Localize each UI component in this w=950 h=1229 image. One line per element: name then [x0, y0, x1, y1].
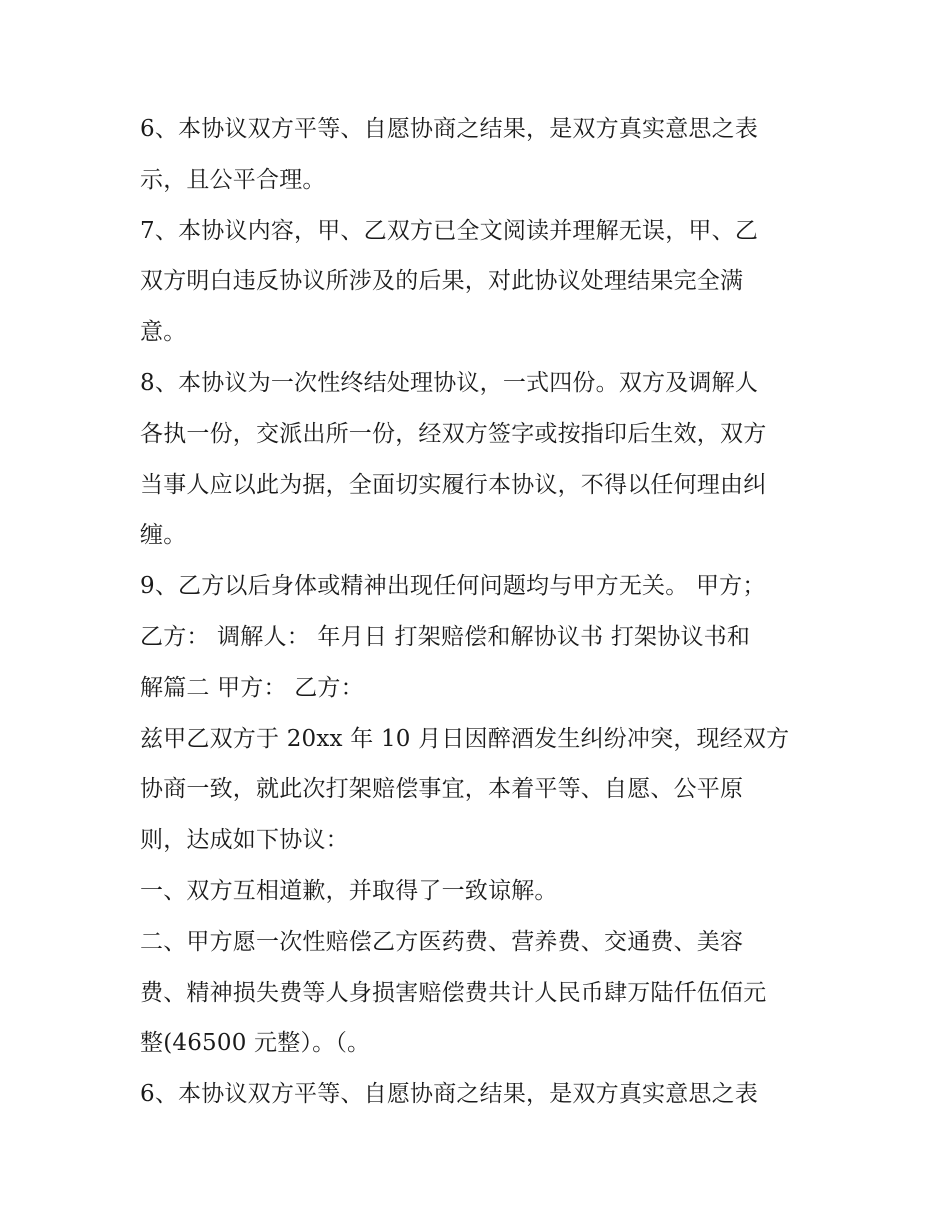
text-line: 7、本协议内容，甲、乙双方已全文阅读并理解无误，甲、乙 — [140, 217, 759, 244]
text-line: 二、甲方愿一次性赔偿乙方医药费、营养费、交通费、美容 — [140, 928, 744, 955]
text-line: 费、精神损失费等人身损害赔偿费共计人民币肆万陆仟伍佰元 — [140, 979, 767, 1006]
text-line: 各执一份，交派出所一份，经双方签字或按指印后生效，双方 — [140, 420, 767, 447]
text-line: 意。 — [140, 319, 187, 346]
text-line: 9、乙方以后身体或精神出现任何问题均与甲方无关。 甲方； — [140, 573, 766, 600]
document-body — [140, 104, 820, 1120]
text-line: 解篇二 甲方： 乙方： — [140, 674, 364, 701]
text-line: 缠。 — [140, 522, 187, 549]
text-line: 6、本协议双方平等、自愿协商之结果，是双方真实意思之表 — [140, 1081, 759, 1108]
text-line: 当事人应以此为据，全面切实履行本协议，不得以任何理由纠 — [140, 471, 767, 498]
text-line: 示，且公平合理。 — [140, 166, 326, 193]
text-line: 一、双方互相道歉，并取得了一致谅解。 — [140, 877, 558, 904]
text-line: 整(46500 元整）。（。 — [140, 1030, 371, 1057]
text-line: 协商一致，就此次打架赔偿事宜，本着平等、自愿、公平原 — [140, 776, 744, 803]
text-line: 双方明白违反协议所涉及的后果，对此协议处理结果完全满 — [140, 268, 744, 295]
text-line: 乙方： 调解人： 年月日 打架赔偿和解协议书 打架协议书和 — [140, 623, 751, 650]
text-line: 兹甲乙双方于 20xx 年 10 月日因醉酒发生纠纷冲突，现经双方 — [140, 725, 790, 752]
text-line: 6、本协议双方平等、自愿协商之结果，是双方真实意思之表 — [140, 116, 759, 142]
text-line: 则，达成如下协议： — [140, 827, 349, 854]
text-line: 8、本协议为一次性终结处理协议，一式四份。双方及调解人 — [140, 369, 759, 396]
